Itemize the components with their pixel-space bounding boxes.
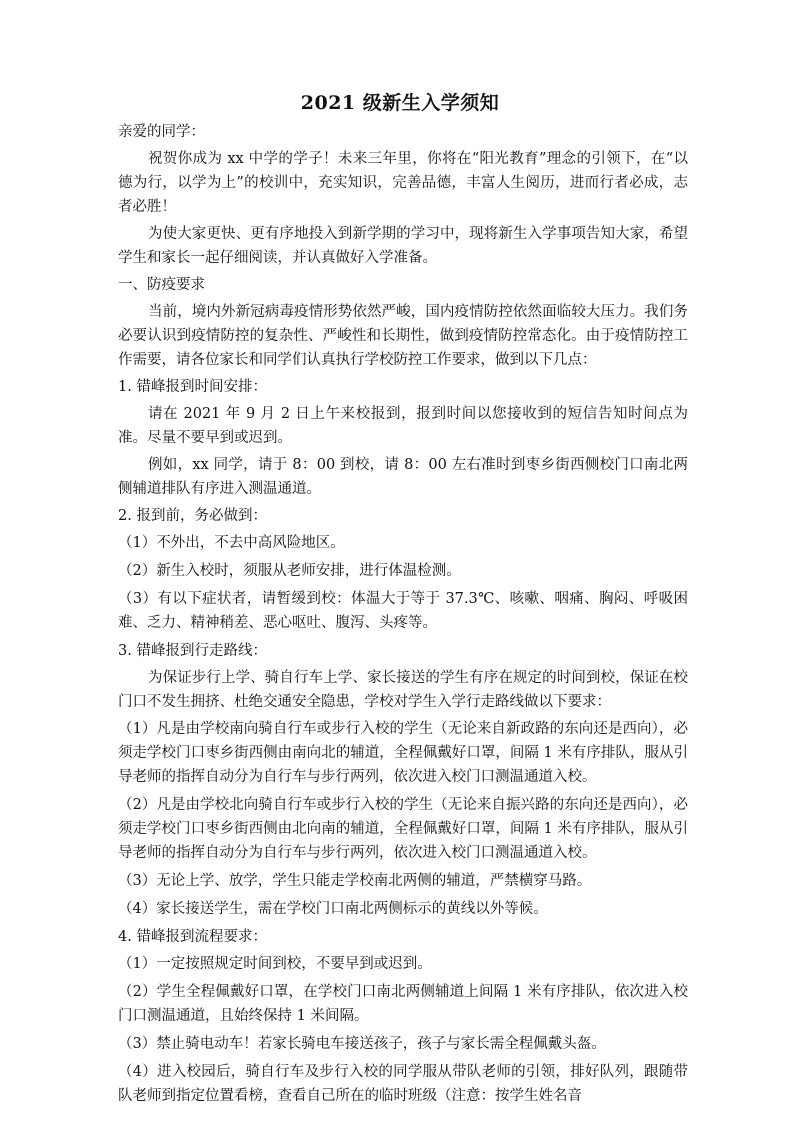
point-heading-3: 3. 错峰报到行走路线： bbox=[118, 643, 267, 659]
list-item: （1）凡是由学校南向骑自行车或步行入校的学生（无论来自新政路的东向还是西向），必须走学校门口枣乡街西侧由南向北的辅道，全程佩戴好口罩，间隔 1 米有序排队，服从引导老师的指挥自动分为自行车与步行两列，依次进入校门口测温通道入校。 bbox=[118, 721, 688, 785]
list-item: （3）有以下症状者，请暂缓到校：体温大于等于 37.3℃、咳嗽、咽痛、胸闷、呼吸困难、乏力、精神稍差、恶心呕吐、腹泻、头疼等。 bbox=[118, 591, 688, 631]
list-item: （4）进入校园后，骑自行车及步行入校的同学服从带队老师的引领，排好队列，跟随带队老师到指定位置看榜，查看自己所在的临时班级（注意：按学生姓名音 bbox=[118, 1064, 688, 1104]
list-item: （2）凡是由学校北向骑自行车或步行入校的学生（无论来自振兴路的东向还是西向），必须走学校门口枣乡街西侧由北向南的辅道，全程佩戴好口罩，间隔 1 米有序排队，服从引导老师的指挥自动分为自行车与步行两列，依次进入校门口测温通道入校。 bbox=[118, 797, 688, 861]
list-item: （3）无论上学、放学，学生只能走学校南北两侧的辅道，严禁横穿马路。 bbox=[118, 873, 592, 889]
list-item: （2）新生入校时，须服从老师安排，进行体温检测。 bbox=[118, 563, 461, 579]
list-item: （3）禁止骑电动车！若家长骑电车接送孩子，孩子与家长需全程佩戴头盔。 bbox=[118, 1036, 606, 1052]
list-item: （1）不外出，不去中高风险地区。 bbox=[118, 535, 345, 551]
document-body bbox=[118, 120, 688, 1112]
document-title: 2021 级新生入学须知 bbox=[300, 92, 500, 114]
point-intro-3: 为保证步行上学、骑自行车上学、家长接送的学生有序在规定的时间到校，保证在校门口不发生拥挤、杜绝交通安全隐患，学校对学生入学行走路线做以下要求： bbox=[118, 670, 688, 710]
intro-paragraph: 祝贺你成为 xx 中学的学子！未来三年里，你将在“阳光教育”理念的引领下，在“以德为行，以学为上”的校训中，充实知识，完善品德，丰富人生阅历，进而行者必成，志者必胜！ bbox=[118, 151, 688, 215]
salutation: 亲爱的同学： bbox=[118, 124, 205, 140]
list-item: （1）一定按照规定时间到校，不要早到或迟到。 bbox=[118, 956, 432, 972]
section-intro-epidemic: 当前，境内外新冠病毒疫情形势依然严峻，国内疫情防控依然面临较大压力。我们务必要认识到疫情防控的复杂性、严峻性和长期性，做到疫情防控常态化。由于疫情防控工作需要，请各位家长和同学们认真执行学校防控工作要求，做到以下几点： bbox=[118, 304, 688, 368]
point-heading-1: 1. 错峰报到时间安排： bbox=[118, 379, 267, 395]
list-item: （4）家长接送学生，需在学校门口南北两侧标示的黄线以外等候。 bbox=[118, 901, 548, 917]
point-text-1: 请在 2021 年 9 月 2 日上午来校报到，报到时间以您接收到的短信告知时间点为准。尽量不要早到或迟到。 bbox=[118, 406, 688, 446]
point-heading-4: 4. 错峰报到流程要求： bbox=[118, 929, 267, 945]
list-item: （2）学生全程佩戴好口罩，在学校门口南北两侧辅道上间隔 1 米有序排队，依次进入校门口测温通道，且始终保持 1 米间隔。 bbox=[118, 984, 688, 1024]
point-example-1: 例如，xx 同学，请于 8：00 到校，请 8：00 左右准时到枣乡街西侧校门口南北两侧辅道排队有序进入测温通道。 bbox=[118, 457, 688, 497]
section-heading-epidemic: 一、防疫要求 bbox=[118, 277, 205, 293]
point-heading-2: 2. 报到前，务必做到： bbox=[118, 508, 267, 524]
purpose-paragraph: 为使大家更快、更有序地投入到新学期的学习中，现将新生入学事项告知大家，希望学生和家长一起仔细阅读，并认真做好入学准备。 bbox=[118, 226, 688, 266]
